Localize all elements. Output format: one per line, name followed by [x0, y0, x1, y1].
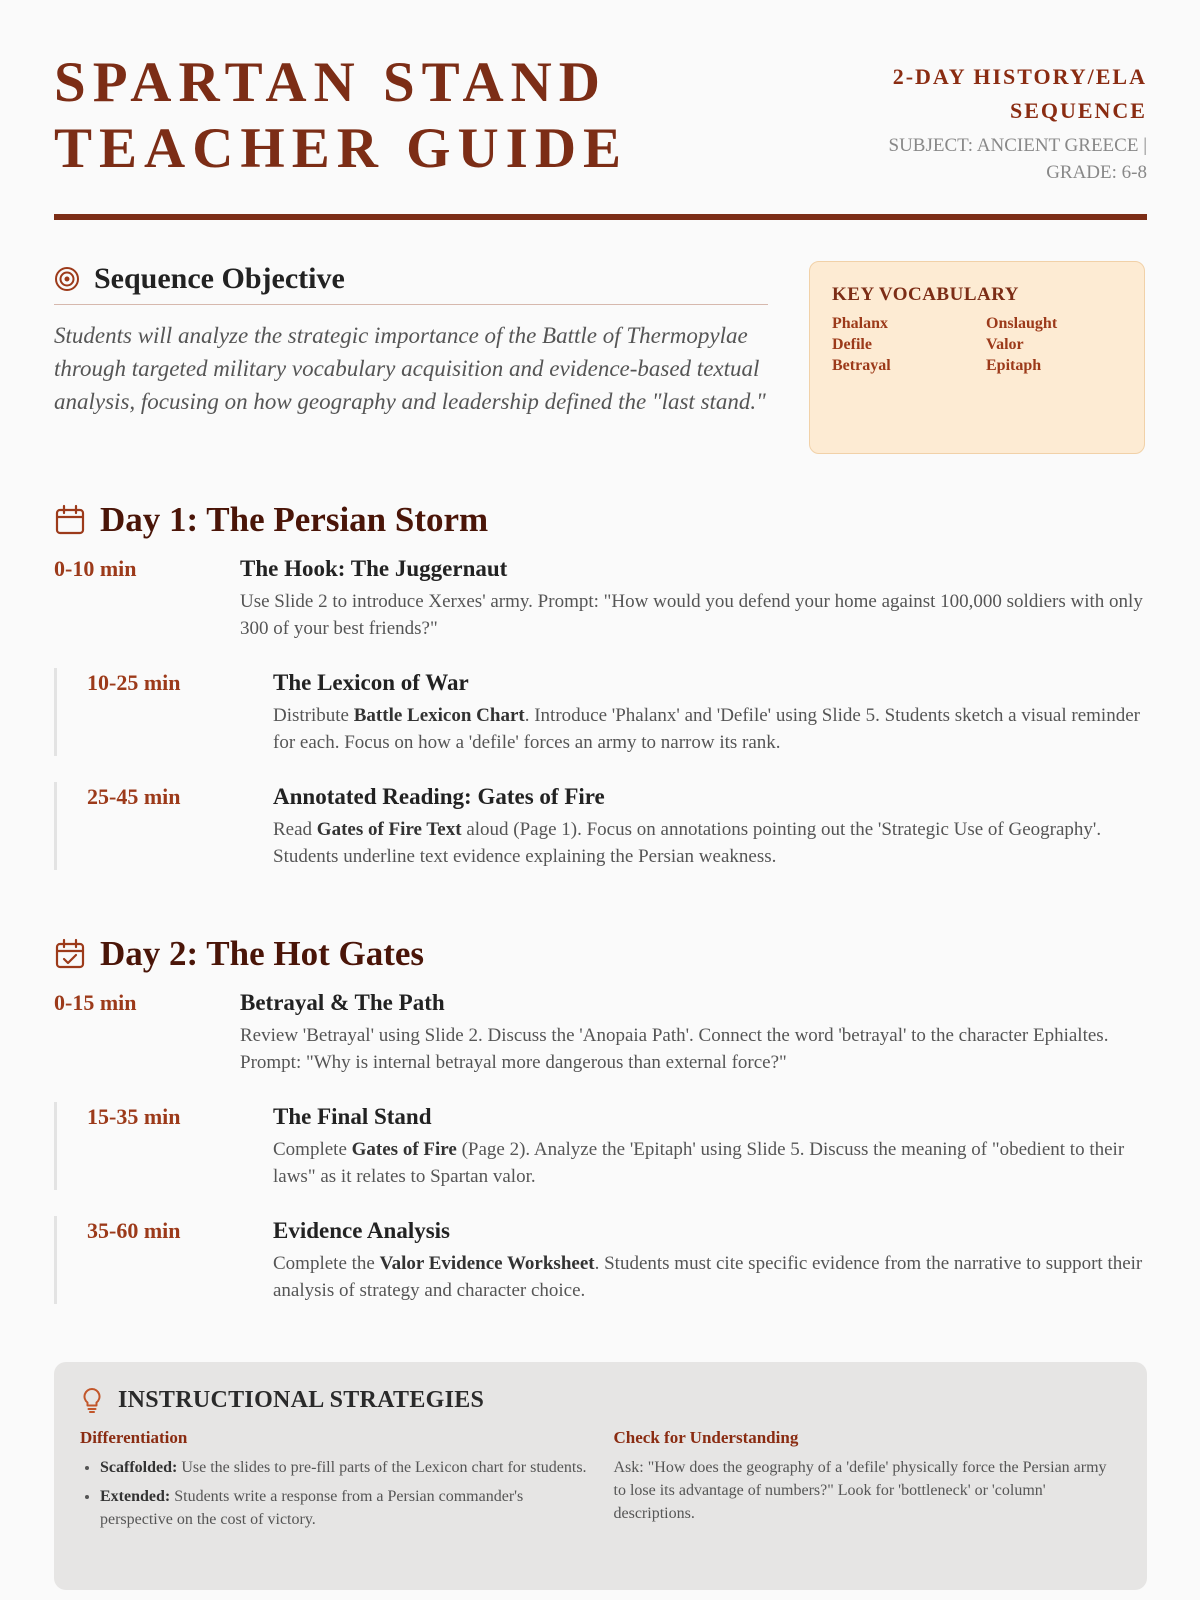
- entry-time: 35-60 min: [87, 1218, 181, 1243]
- text-segment: Complete the: [273, 1253, 380, 1274]
- header-divider: [54, 214, 1147, 220]
- text-segment: . Introduce 'Phalanx' and 'Defile' using Slide 5. Students sketch a visual reminder for each. Focus on how a 'defile' forces an army to narrow its rank.: [273, 705, 1140, 753]
- entry-content: [273, 1102, 1147, 1190]
- vocabulary-title: KEY VOCABULARY: [832, 284, 1019, 305]
- grade-line: GRADE: 6-8: [1046, 162, 1147, 183]
- entry-title: The Hook: The Juggernaut: [240, 556, 508, 581]
- schedule-entry: [54, 1216, 1147, 1304]
- entry-text: Use Slide 2 to introduce Xerxes' army. Prompt: "How would you defend your home against 100,000 soldiers with only 300 of your best friends?": [240, 591, 1143, 639]
- entry-time: 15-35 min: [87, 1104, 181, 1129]
- text-segment: . Students must cite specific evidence from the narrative to support their analysis of strategy and character choice.: [273, 1253, 1143, 1301]
- entry-title: The Final Stand: [273, 1104, 432, 1129]
- lightbulb-icon: [80, 1386, 104, 1414]
- entry-content: [273, 782, 1147, 870]
- text-segment: Complete: [273, 1139, 352, 1160]
- objective-section: [54, 262, 768, 418]
- day-2-title: Day 2: The Hot Gates: [100, 934, 425, 973]
- day-2-header: [54, 934, 1147, 974]
- vocab-word: Betrayal: [832, 357, 891, 374]
- list-item: [100, 1456, 588, 1479]
- entry-title: Betrayal & The Path: [240, 990, 445, 1015]
- target-icon: [54, 266, 80, 292]
- strategies-header: [80, 1386, 1121, 1414]
- page-header: [54, 50, 1147, 220]
- item-text: Students write a response from a Persian commander's perspective on the cost of victory.: [100, 1488, 524, 1528]
- schedule-entry: [54, 1102, 1147, 1190]
- vocab-word: Onslaught: [986, 315, 1058, 332]
- day-1-header: [54, 500, 1147, 540]
- entry-content: [240, 988, 1147, 1076]
- schedule-entry: [54, 782, 1147, 870]
- check-for-understanding-column: [614, 1428, 1122, 1537]
- vocab-word: Epitaph: [986, 357, 1042, 374]
- entry-text: [273, 702, 1147, 756]
- resource-name: Gates of Fire Text: [316, 819, 462, 840]
- day-2-section: [54, 934, 1147, 1304]
- strategies-title: INSTRUCTIONAL STRATEGIES: [118, 1386, 485, 1413]
- differentiation-list: [80, 1456, 588, 1531]
- resource-name: Valor Evidence Worksheet: [379, 1253, 595, 1274]
- text-segment: Distribute: [273, 705, 354, 726]
- subject-line: SUBJECT: ANCIENT GREECE |: [888, 135, 1147, 156]
- vocab-word: Defile: [832, 336, 872, 353]
- item-text: Use the slides to pre-fill parts of the Lexicon chart for students.: [177, 1459, 587, 1476]
- entry-text: [273, 1250, 1147, 1304]
- key-vocabulary-box: [809, 261, 1145, 454]
- text-segment: Read: [273, 819, 317, 840]
- day-1-title: Day 1: The Persian Storm: [100, 500, 489, 539]
- text-segment: aloud (Page 1). Focus on annotations pointing out the 'Strategic Use of Geography'. Students underline text evidence explaining the Persian weakness.: [273, 819, 1102, 867]
- objective-header: [54, 262, 768, 305]
- calendar-icon: [54, 504, 86, 536]
- resource-name: Battle Lexicon Chart: [353, 705, 525, 726]
- check-text: Ask: "How does the geography of a 'defile' physically force the Persian army to lose its advantage of numbers?" Look for 'bottleneck' or 'column' descriptions.: [613, 1459, 1107, 1522]
- sequence-line-2: SEQUENCE: [1009, 98, 1147, 123]
- item-label: Extended:: [100, 1488, 171, 1505]
- vocabulary-list: [832, 314, 1122, 375]
- vocab-word: Phalanx: [832, 315, 889, 332]
- day-1-section: [54, 500, 1147, 870]
- resource-name: Gates of Fire: [351, 1139, 457, 1160]
- entry-title: Annotated Reading: Gates of Fire: [273, 784, 605, 809]
- entry-content: [273, 668, 1147, 756]
- entry-title: The Lexicon of War: [273, 670, 469, 695]
- entry-title: Evidence Analysis: [273, 1218, 451, 1243]
- subject-grade: [807, 132, 1147, 186]
- list-item: [100, 1485, 588, 1531]
- objective-title: Sequence Objective: [94, 262, 345, 295]
- objective-text: Students will analyze the strategic importance of the Battle of Thermopylae through targeted military vocabulary acquisition and evidence-based textual analysis, focusing on how geography and leadership defined the "last stand.": [54, 323, 766, 414]
- entry-time: 25-45 min: [87, 784, 181, 809]
- vocab-word: Valor: [986, 336, 1024, 353]
- schedule-entry: [54, 988, 1147, 1076]
- entry-text: [273, 1136, 1147, 1190]
- title-line-1: SPARTAN STAND: [54, 51, 607, 114]
- entry-time: 0-10 min: [54, 556, 137, 581]
- title-line-2: TEACHER GUIDE: [54, 117, 628, 180]
- differentiation-title: Differentiation: [80, 1428, 188, 1447]
- sequence-label: [807, 60, 1147, 128]
- instructional-strategies-box: [54, 1362, 1147, 1590]
- differentiation-column: [80, 1428, 588, 1537]
- schedule-entry: [54, 668, 1147, 756]
- entry-time: 0-15 min: [54, 990, 137, 1015]
- calendar-check-icon: [54, 938, 86, 970]
- header-meta: [807, 60, 1147, 186]
- entry-content: [240, 554, 1147, 642]
- item-label: Scaffolded:: [100, 1459, 178, 1476]
- schedule-entry: [54, 554, 1147, 642]
- entry-content: [273, 1216, 1147, 1304]
- entry-time: 10-25 min: [87, 670, 181, 695]
- strategies-columns: [80, 1428, 1121, 1537]
- entry-text: Review 'Betrayal' using Slide 2. Discuss the 'Anopaia Path'. Connect the word 'betrayal' to the character Ephialtes. Prompt: "Why is internal betrayal more dangerous than external force?": [240, 1025, 1109, 1073]
- text-segment: (Page 2). Analyze the 'Epitaph' using Slide 5. Discuss the meaning of "obedient to their laws" as it relates to Spartan valor.: [273, 1139, 1125, 1187]
- sequence-line-1: 2-DAY HISTORY/ELA: [892, 64, 1147, 89]
- entry-text: [273, 816, 1147, 870]
- check-title: Check for Understanding: [613, 1428, 799, 1447]
